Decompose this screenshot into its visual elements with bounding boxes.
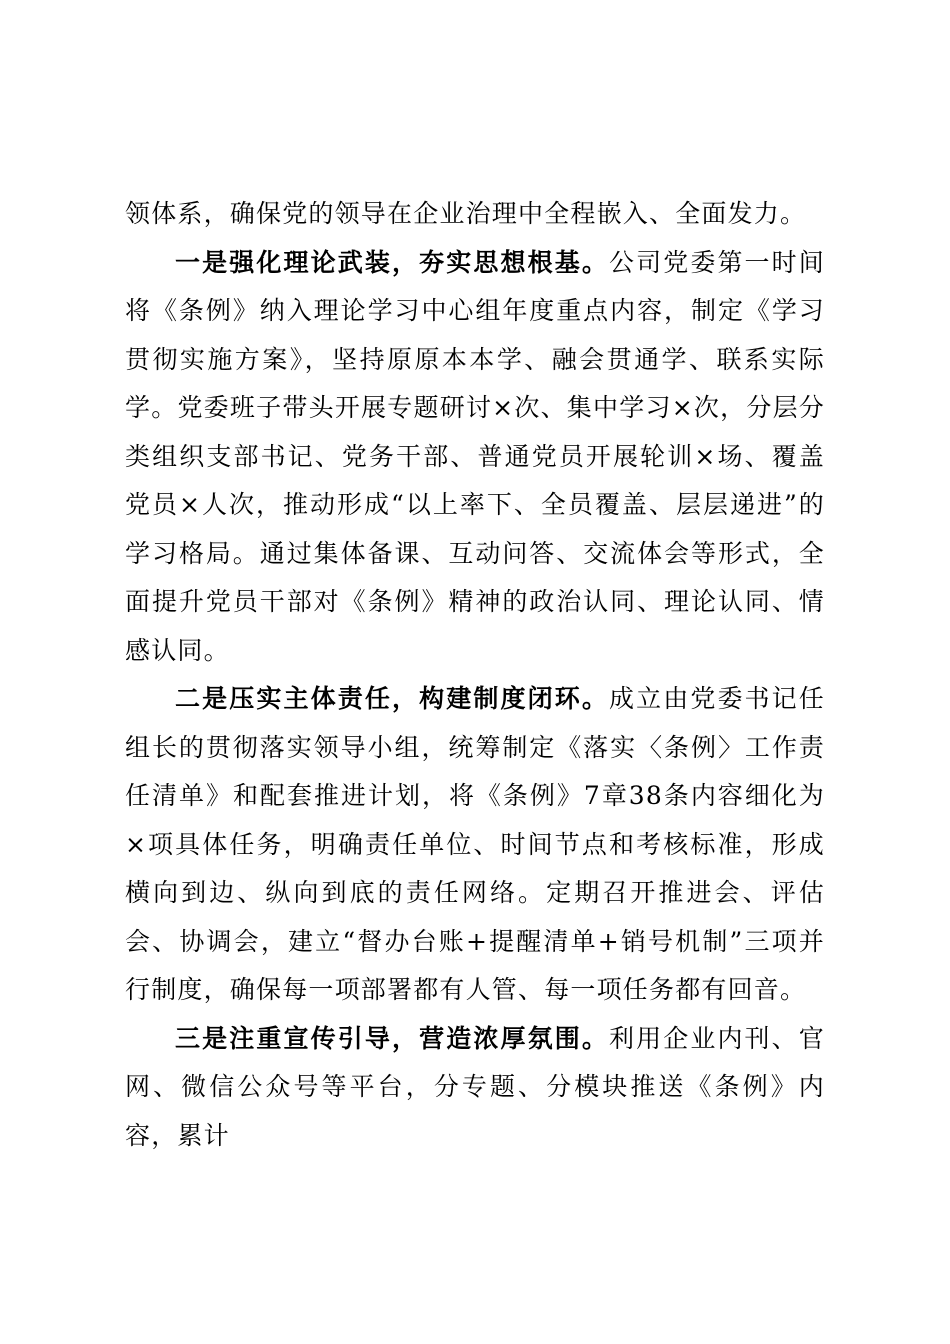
paragraph-theory-study — [125, 239, 825, 676]
paragraph-publicity — [125, 1015, 825, 1161]
paragraph-heading: 二是压实主体责任，构建制度闭环。 — [175, 684, 609, 713]
paragraph-responsibility — [125, 675, 825, 1015]
paragraph-text: 利用企业内刊、官网、微信公众号等平台，分专题、分模块推送《条例》内容，累计 — [125, 1023, 826, 1150]
paragraph-text: 成立由党委书记任组长的贯彻落实领导小组，统筹制定《落实〈条例〉工作责任清单》和配套推进计划，将《条例》7章38条内容细化为×项具体任务，明确责任单位、时间节点和考核标准，形成横向到边、纵向到底的责任网络。定期召开推进会、评估会、协调会，建立“督办台账+提醒清单+销号机制”三项并行制度，确保每一项部署都有人管、每一项任务都有回音。 — [125, 684, 826, 1004]
paragraph-text: 公司党委第一时间将《条例》纳入理论学习中心组年度重点内容，制定《学习贯彻实施方案》，坚持原原本本学、融会贯通学、联系实际学。党委班子带头开展专题研讨×次、集中学习×次，分层分类组织支部书记、党务干部、普通党员开展轮训×场、覆盖党员×人次，推动形成“以上率下、全员覆盖、层层递进”的学习格局。通过集体备课、互动问答、交流体会等形式，全面提升党员干部对《条例》精神的政治认同、理论认同、情感认同。 — [125, 247, 826, 665]
paragraph-text: 领体系，确保党的领导在企业治理中全程嵌入、全面发力。 — [125, 199, 807, 228]
paragraph-heading: 一是强化理论武装，夯实思想根基。 — [175, 247, 609, 277]
paragraph-heading: 三是注重宣传引导，营造浓厚氛围。 — [175, 1023, 609, 1053]
document-body — [125, 190, 825, 1160]
paragraph-continuation — [125, 190, 825, 239]
